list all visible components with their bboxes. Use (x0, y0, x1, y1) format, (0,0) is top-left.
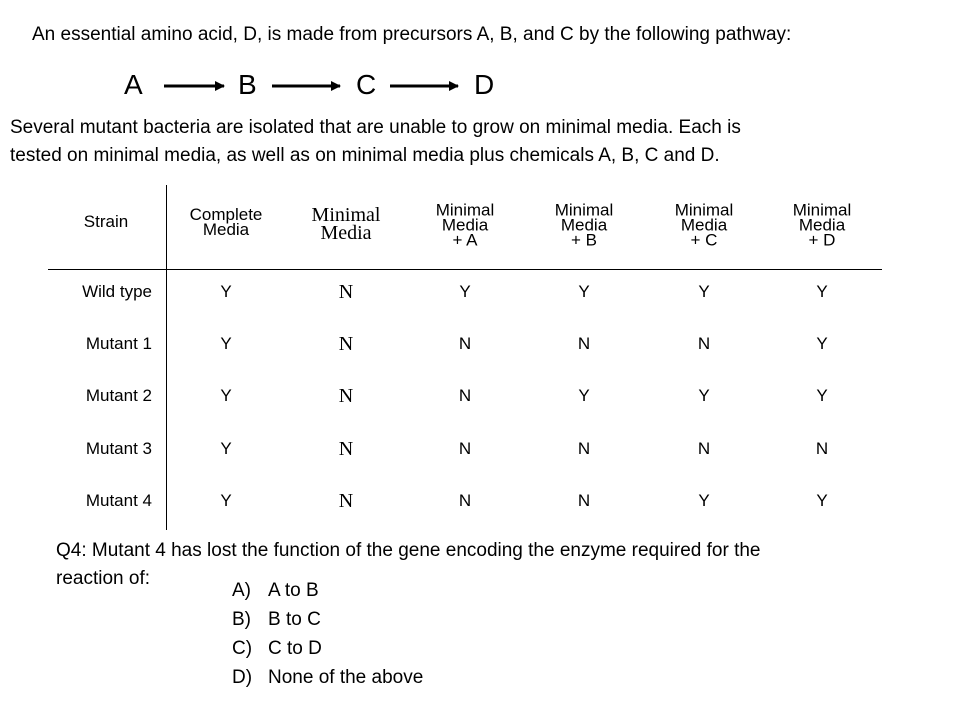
growth-cell: Y (816, 386, 828, 406)
growth-cell: Y (578, 282, 590, 301)
description-line: Several mutant bacteria are isolated that are unable to grow on minimal media. Each is (10, 117, 741, 138)
growth-cell: N (577, 334, 591, 354)
growth-cell: Y (220, 490, 232, 510)
growth-cell: Y (816, 282, 828, 301)
strain-label: Wild type (82, 282, 152, 301)
growth-cell: N (338, 281, 354, 303)
intro-text: An essential amino acid, D, is made from precursors A, B, and C by the following pathway: (32, 24, 792, 45)
growth-cell: Y (578, 386, 590, 406)
strain-label: Mutant 2 (85, 386, 152, 406)
growth-cell: Y (220, 438, 232, 458)
growth-cell: Y (220, 334, 232, 354)
option-d[interactable]: D) None of the above (232, 667, 424, 688)
growth-cell: Y (698, 490, 710, 510)
header-minimal-c: Minimal Media + C (674, 200, 734, 250)
growth-table (0, 185, 960, 530)
pathway-b: B (238, 69, 257, 100)
growth-cell: N (577, 438, 591, 458)
description (10, 114, 910, 170)
strain-label: Mutant 4 (85, 490, 152, 510)
growth-cell: Y (220, 282, 232, 301)
header-minimal-d: Minimal Media + D (792, 200, 852, 250)
growth-cell: N (577, 490, 591, 510)
growth-cell: Y (459, 282, 471, 301)
growth-cell: N (338, 437, 354, 460)
header-complete-media: Complete Media (189, 205, 263, 239)
header-minimal-b: Minimal Media + B (554, 200, 614, 250)
pathway-a: A (124, 69, 143, 100)
option-c[interactable]: C) C to D (232, 638, 322, 659)
strain-label: Mutant 3 (85, 438, 152, 458)
question-line: Q4: Mutant 4 has lost the function of the gene encoding the enzyme required for the (56, 540, 761, 561)
growth-cell: N (458, 438, 472, 458)
question-line: reaction of: (56, 568, 150, 589)
growth-cell: N (697, 438, 711, 458)
question-text (56, 537, 936, 593)
header-minimal-media: Minimal Media (311, 204, 381, 244)
option-a[interactable]: A) A to B (232, 580, 319, 601)
growth-cell: N (697, 334, 711, 354)
answer-options (232, 576, 423, 692)
growth-cell: Y (698, 282, 710, 301)
growth-cell: N (815, 438, 829, 458)
table-divider-vertical (166, 185, 167, 530)
growth-cell: N (458, 490, 472, 510)
header-minimal-a: Minimal Media + A (435, 200, 495, 250)
growth-cell: Y (220, 386, 232, 406)
pathway-c: C (356, 69, 377, 100)
growth-cell: N (338, 333, 354, 356)
growth-cell: Y (816, 334, 828, 354)
option-b[interactable]: B) B to C (232, 609, 321, 630)
pathway-d: D (474, 69, 495, 100)
growth-cell: Y (698, 386, 710, 406)
header-strain: Strain (83, 212, 129, 231)
table-divider-horizontal (48, 269, 882, 270)
pathway-arrows (120, 68, 510, 104)
strain-label: Mutant 1 (85, 334, 152, 354)
growth-cell: Y (816, 490, 828, 510)
growth-cell: N (458, 334, 472, 354)
description-line: tested on minimal media, as well as on minimal media plus chemicals A, B, C and D. (10, 145, 720, 166)
pathway-diagram (120, 68, 510, 104)
growth-cell: N (458, 386, 472, 406)
growth-cell: N (338, 489, 354, 512)
growth-cell: N (338, 385, 354, 408)
